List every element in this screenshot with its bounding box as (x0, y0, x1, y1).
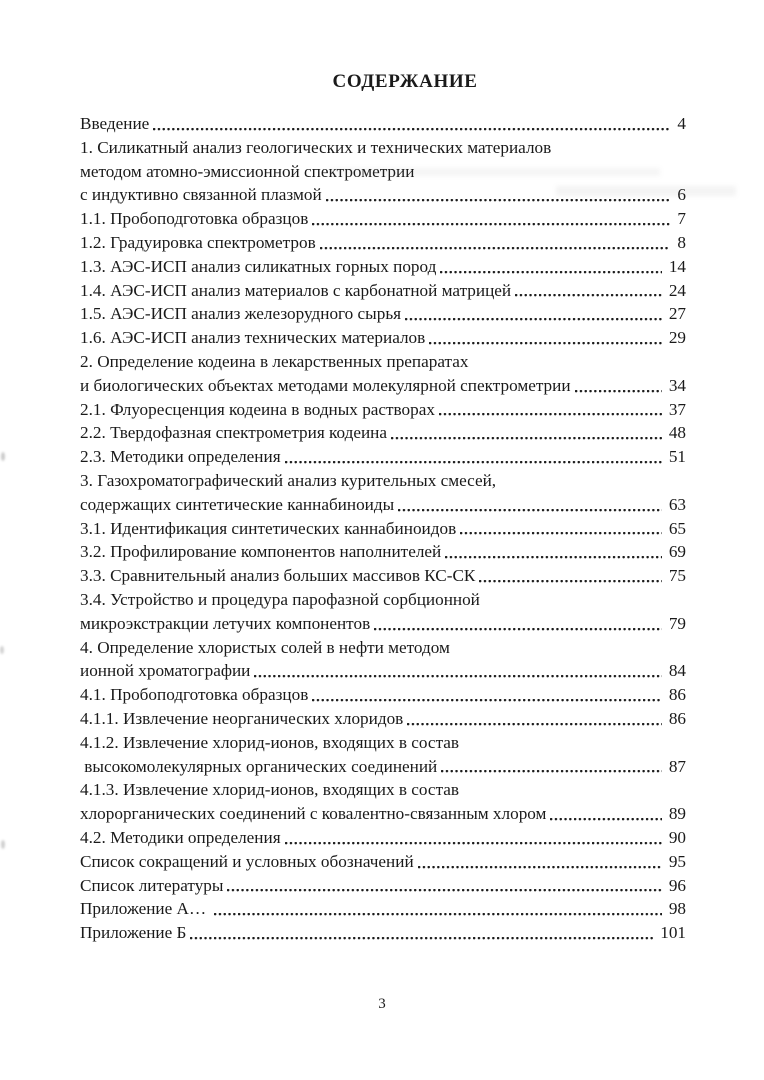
toc-page-number: 29 (668, 328, 686, 348)
toc-entry-text: 1.3. АЭС-ИСП анализ силикатных горных пород (80, 256, 437, 276)
toc-page-number: 79 (668, 613, 686, 633)
toc-row (80, 802, 686, 826)
toc-row (80, 540, 686, 564)
toc-entry-text: Приложение Б (80, 923, 187, 943)
toc-page-number: 51 (668, 447, 686, 467)
toc-entry-text: высокомолекулярных органических соединений (80, 756, 438, 776)
toc-page-number: 89 (668, 804, 686, 824)
toc-page-number: 34 (668, 375, 686, 395)
dot-leader (190, 921, 653, 945)
toc-row (80, 517, 686, 541)
dot-leader (575, 374, 662, 398)
toc-page-number: 95 (668, 851, 686, 871)
toc-row (80, 398, 686, 422)
toc-row (80, 374, 686, 398)
toc-row (80, 588, 686, 612)
toc-row (80, 755, 686, 779)
toc-page-number: 6 (677, 185, 686, 205)
toc-row (80, 160, 686, 184)
toc-page-number: 63 (668, 494, 686, 514)
toc-page-number: 4 (677, 114, 686, 133)
toc-entry-text: содержащих синтетические каннабиноиды (80, 494, 395, 514)
dot-leader (398, 493, 662, 517)
dot-leader (500, 469, 679, 493)
toc-page-number: 90 (668, 827, 686, 847)
toc-row (80, 445, 686, 469)
toc-entry-text: и биологических объектах методами молекулярной спектрометрии (80, 375, 571, 395)
dot-leader (555, 136, 679, 160)
toc-row (80, 564, 686, 588)
toc-page-number: 27 (668, 304, 686, 324)
toc-row (80, 826, 686, 850)
toc-entry-text: 2.2. Твердофазная спектрометрия кодеина (80, 423, 388, 443)
toc-page-number: 87 (668, 756, 686, 776)
toc-entry-text: 2.3. Методики определения (80, 447, 281, 467)
dot-leader (153, 112, 670, 136)
toc-row (80, 112, 686, 136)
dot-leader (312, 683, 662, 707)
dot-leader (254, 659, 661, 683)
toc-entry-text: с индуктивно связанной плазмой (80, 185, 322, 205)
toc-row (80, 636, 686, 660)
toc-entry-text: 4.1.1. Извлечение неорганических хлоридов (80, 708, 404, 728)
dot-leader (515, 279, 662, 303)
toc-page-number: 37 (668, 399, 686, 419)
dot-leader (484, 588, 679, 612)
dot-leader (405, 302, 662, 326)
dot-leader (454, 636, 679, 660)
toc-row (80, 326, 686, 350)
dot-leader (285, 445, 662, 469)
dot-leader (374, 612, 662, 636)
dot-leader (445, 540, 662, 564)
toc-entry-text: 3.3. Сравнительный анализ больших массивов КС-СК (80, 566, 476, 586)
toc-row (80, 350, 686, 374)
dot-leader (418, 160, 679, 184)
toc-entry-text: 4.1.2. Извлечение хлорид-ионов, входящих в состав (80, 732, 460, 752)
toc-entry-text: 3.2. Профилирование компонентов наполнителей (80, 542, 442, 562)
toc-entry-text: 1. Силикатный анализ геологических и технических материалов (80, 137, 552, 157)
toc-entry-text: ионной хроматографии (80, 661, 251, 681)
toc-entry-text: микроэкстракции летучих компонентов (80, 613, 371, 633)
dot-leader (463, 778, 679, 802)
toc-row (80, 874, 686, 898)
toc-page-number: 14 (668, 256, 686, 276)
toc-row (80, 207, 686, 231)
dot-leader (214, 897, 661, 921)
toc-list (80, 112, 686, 945)
toc-entry-text: методом атомно-эмиссионной спектрометрии (80, 161, 415, 181)
dot-leader (326, 183, 671, 207)
toc-row (80, 683, 686, 707)
toc-entry-text: Введение (80, 114, 150, 133)
toc-entry-text: 3. Газохроматографический анализ курительных смесей, (80, 470, 497, 490)
dot-leader (440, 255, 661, 279)
toc-page-number: 84 (668, 661, 686, 681)
dot-leader (391, 421, 662, 445)
toc-entry-text: 1.2. Градуировка спектрометров (80, 232, 316, 252)
toc-page-number: 48 (668, 423, 686, 443)
toc-entry-text: Список сокращений и условных обозначений (80, 851, 414, 871)
dot-leader (479, 564, 661, 588)
toc-page-number: 86 (668, 685, 686, 705)
toc-row (80, 255, 686, 279)
toc-entry-text: 2. Определение кодеина в лекарственных препаратах (80, 351, 469, 371)
dot-leader (550, 802, 661, 826)
dot-leader (429, 326, 662, 350)
dot-leader (320, 231, 671, 255)
toc-entry-text: 3.1. Идентификация синтетических каннабиноидов (80, 518, 457, 538)
toc-entry-text: 4.1.3. Извлечение хлорид-ионов, входящих в состав (80, 780, 460, 800)
toc-row (80, 302, 686, 326)
toc-page-number: 98 (668, 899, 686, 919)
toc-row (80, 707, 686, 731)
dot-leader (472, 350, 679, 374)
toc-page-number: 7 (677, 209, 686, 229)
toc-entry-text: Список литературы (80, 875, 224, 895)
toc-entry-text: 3.4. Устройство и процедура парофазной сорбционной (80, 589, 480, 609)
page-title: СОДЕРЖАНИЕ (332, 71, 478, 92)
toc-page-number: 96 (668, 875, 686, 895)
dot-leader (407, 707, 662, 731)
toc-row (80, 231, 686, 255)
dot-leader (312, 207, 670, 231)
dot-leader (439, 398, 662, 422)
toc-page-number: 65 (668, 518, 686, 538)
toc-entry-text: 1.5. АЭС-ИСП анализ железорудного сырья (80, 304, 402, 324)
toc-row (80, 778, 686, 802)
toc-entry-text: 4.2. Методики определения (80, 827, 281, 847)
scan-artifact (1, 840, 5, 849)
toc-row (80, 921, 686, 945)
toc-row (80, 493, 686, 517)
toc-entry-text: хлорорганических соединений с ковалентно-связанным хлором (80, 804, 547, 824)
toc-page-number: 24 (668, 280, 686, 300)
scan-artifact (1, 452, 5, 461)
toc-entry-text: 4. Определение хлористых солей в нефти методом (80, 637, 450, 657)
toc-row (80, 850, 686, 874)
dot-leader (285, 826, 662, 850)
toc-entry-text: 1.4. АЭС-ИСП анализ материалов с карбонатной матрицей (80, 280, 512, 300)
scan-artifact (0, 646, 4, 654)
toc-page-number: 101 (660, 923, 686, 943)
toc-row (80, 469, 686, 493)
toc-row (80, 183, 686, 207)
toc-row (80, 731, 686, 755)
toc-row (80, 897, 686, 921)
toc-entry-text: 2.1. Флуоресценция кодеина в водных растворах (80, 399, 435, 419)
dot-leader (418, 850, 662, 874)
toc-entry-text: 1.6. АЭС-ИСП анализ технических материалов (80, 328, 426, 348)
footer-page-number: 3 (378, 996, 386, 1012)
toc-entry-text: 1.1. Пробоподготовка образцов (80, 209, 309, 229)
toc-page-number: 75 (668, 566, 686, 586)
toc-row (80, 612, 686, 636)
toc-row (80, 136, 686, 160)
dot-leader (463, 731, 679, 755)
dot-leader (227, 874, 661, 898)
toc-entry-text: Приложение А… (80, 899, 211, 919)
toc-page-number: 86 (668, 708, 686, 728)
dot-leader (441, 755, 662, 779)
toc-row (80, 279, 686, 303)
dot-leader (460, 517, 662, 541)
toc-entry-text: 4.1. Пробоподготовка образцов (80, 685, 309, 705)
toc-page-number: 69 (668, 542, 686, 562)
toc-page-number: 8 (677, 232, 686, 252)
toc-row (80, 421, 686, 445)
toc-row (80, 659, 686, 683)
